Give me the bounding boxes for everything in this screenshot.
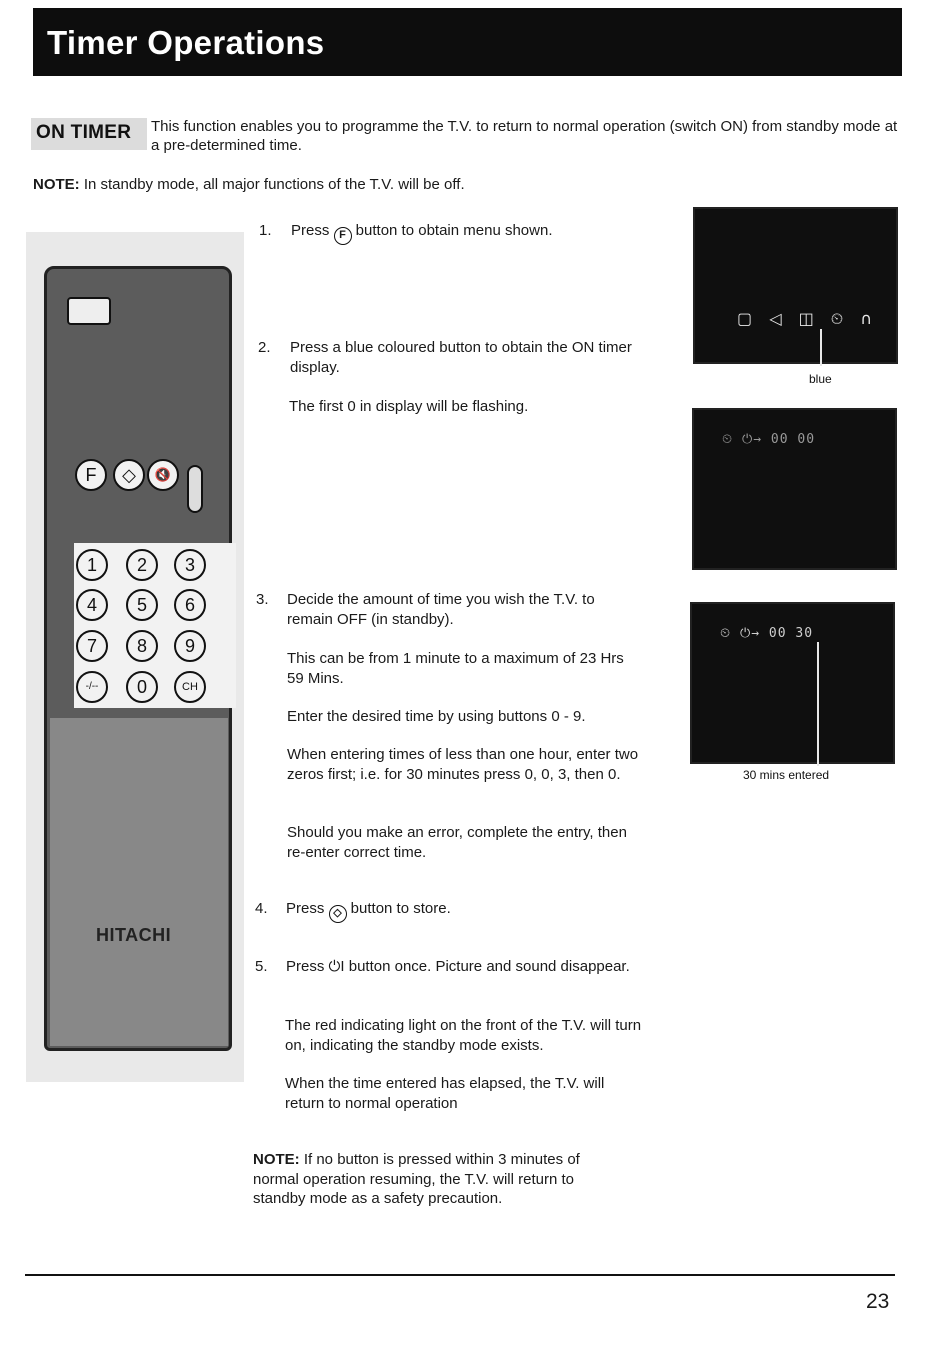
standby-note — [33, 176, 465, 193]
step-text: Press ◇ button to store. — [286, 899, 646, 923]
caption-30-mins: 30 mins entered — [743, 768, 830, 782]
blue-pointer-line — [820, 329, 822, 366]
key-2: 2 — [126, 549, 158, 581]
remote-lower-panel — [50, 718, 228, 1046]
tv-screen-timer-30 — [690, 602, 895, 764]
key-ch: CH — [174, 671, 206, 703]
teletext-icon — [67, 297, 111, 325]
step-number: 3. — [256, 591, 269, 608]
enter-note: Enter the desired time by using buttons 0 - 9. — [287, 708, 586, 725]
step-text: Press ⏻I button once. Picture and sound disappear. — [286, 958, 630, 975]
zeros-note: When entering times of less than one hour, enter two zeros first; i.e. for 30 minutes press 0, 0, 3, then 0. — [287, 746, 639, 783]
key-6: 6 — [174, 589, 206, 621]
f-button: F — [75, 459, 107, 491]
title-bar — [33, 8, 902, 76]
key-7: 7 — [76, 630, 108, 662]
intro-text: This function enables you to programme the T.V. to return to normal operation (switch ON) from standby mode at a pre-determined time. — [151, 118, 898, 154]
page-number: 23 — [866, 1290, 890, 1313]
caption-blue: blue — [809, 372, 832, 386]
elapsed-note: When the time entered has elapsed, the T.V. will return to normal operation — [285, 1075, 605, 1112]
brand-logo: HITACHI — [96, 925, 172, 945]
key-1: 1 — [76, 549, 108, 581]
step-number: 4. — [255, 900, 268, 917]
step-number: 2. — [258, 339, 271, 356]
key-4: 4 — [76, 589, 108, 621]
note-text: In standby mode, all major functions of the T.V. will be off. — [79, 176, 465, 193]
step-text: Press F button to obtain menu shown. — [291, 221, 651, 245]
timer-display: ⏲ ⏻→ 00 00 — [722, 432, 816, 447]
step-number: 1. — [259, 222, 272, 239]
mute-button: 🔇 — [147, 459, 179, 491]
key-0: 0 — [126, 671, 158, 703]
menu-icons: ▢ ◁ ◫ ⏲ ∩ — [737, 309, 879, 328]
step-number: 5. — [255, 958, 268, 975]
key-8: 8 — [126, 630, 158, 662]
page-title: Timer Operations — [47, 24, 325, 61]
flash-note: The first 0 in display will be flashing. — [289, 398, 529, 415]
red-light-note: The red indicating light on the front of the T.V. will turn on, indicating the standby mode exists. — [285, 1017, 642, 1054]
step-text: Press a blue coloured button to obtain the ON timer display. — [290, 339, 632, 376]
range-note: This can be from 1 minute to a maximum of 23 Hrs 59 Mins. — [287, 650, 624, 687]
footer-divider — [25, 1274, 895, 1276]
step-text: Decide the amount of time you wish the T.V. to remain OFF (in standby). — [287, 591, 595, 628]
note-text: If no button is pressed within 3 minutes of normal operation resuming, the T.V. will return to standby mode as a safety precaution. — [253, 1151, 580, 1207]
timeout-note — [253, 1150, 618, 1209]
section-badge: ON TIMER — [31, 118, 147, 150]
tv-screen-menu — [693, 207, 898, 364]
minutes-pointer-line — [817, 642, 819, 766]
store-button: ◇ — [113, 459, 145, 491]
power-button-icon: ⏻I — [328, 958, 345, 975]
note-label: NOTE: — [253, 1151, 300, 1168]
error-note: Should you make an error, complete the entry, then re-enter correct time. — [287, 824, 627, 861]
tv-screen-timer-empty — [692, 408, 897, 570]
f-button-icon: F — [334, 227, 352, 245]
key-3: 3 — [174, 549, 206, 581]
key-9: 9 — [174, 630, 206, 662]
note-label: NOTE: — [33, 176, 80, 193]
timer-display: ⏲ ⏻→ 00 30 — [720, 626, 814, 641]
volume-rocker — [187, 465, 203, 513]
store-button-icon: ◇ — [329, 905, 347, 923]
key-dash: -/-- — [76, 671, 108, 703]
key-5: 5 — [126, 589, 158, 621]
